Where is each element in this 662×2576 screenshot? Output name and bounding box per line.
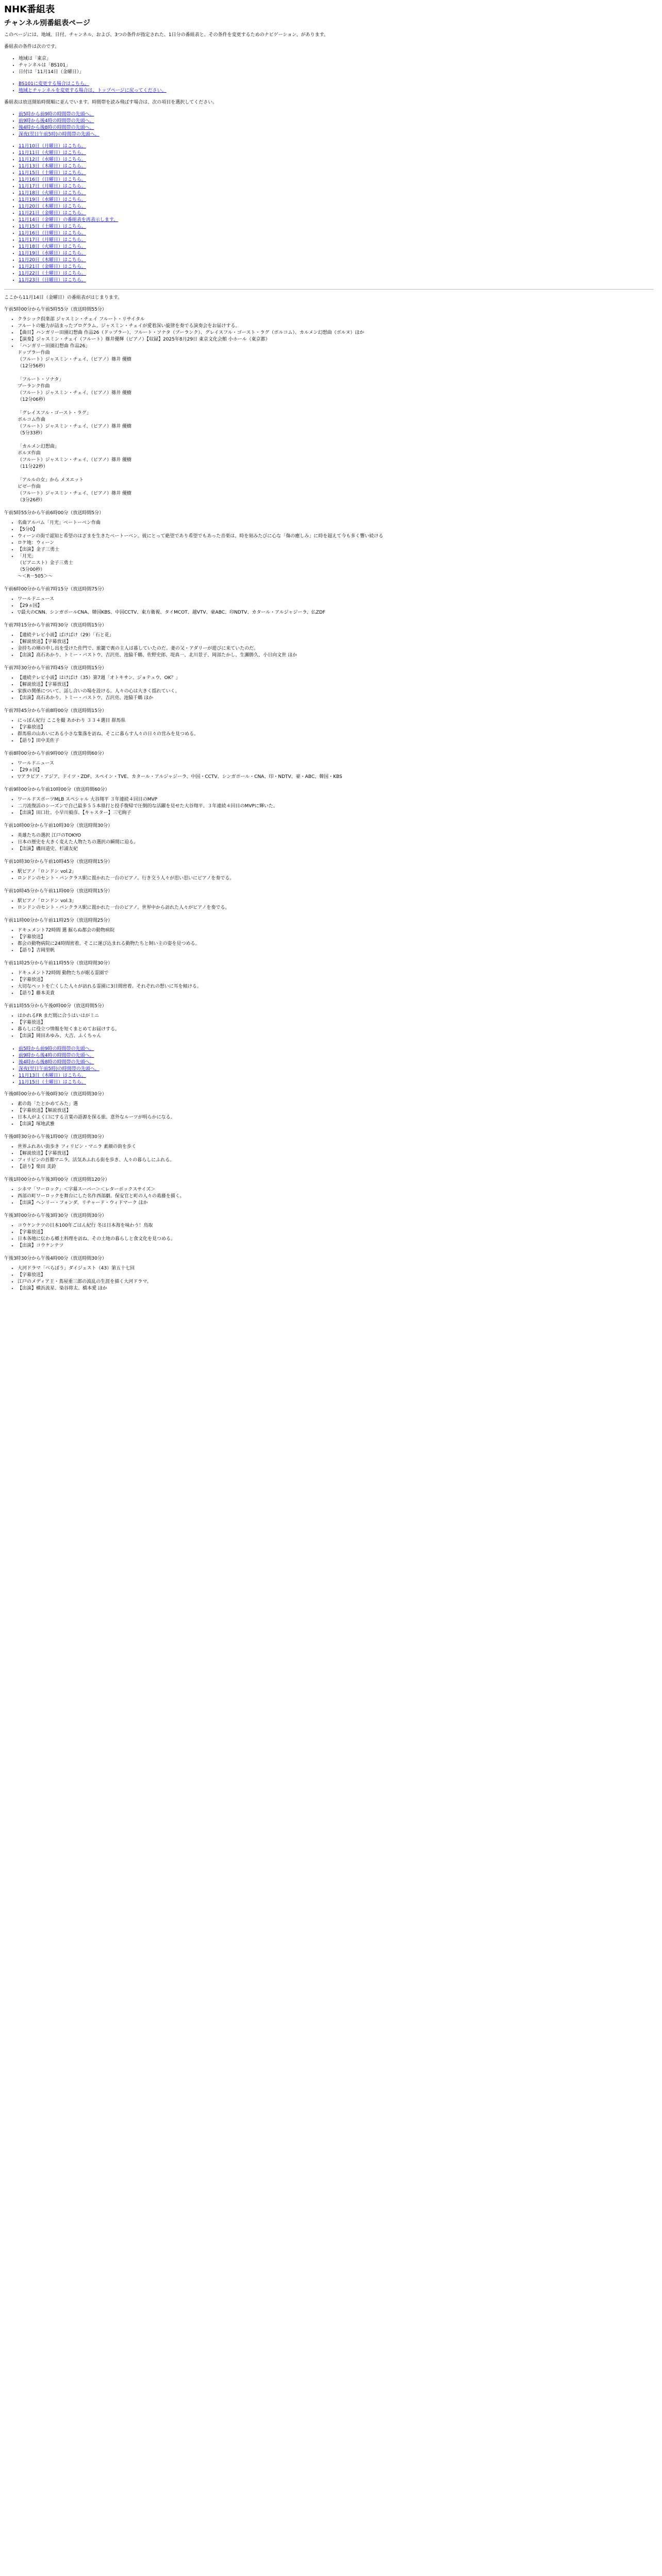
date-nav-item [19, 230, 654, 237]
program-details [4, 898, 654, 911]
change-item [19, 81, 654, 88]
program-time: 午前7時30分から午前7時45分（放送時間15分） [4, 666, 107, 671]
program-line: • 日本人がよく口にする言葉の語源を探る旅。意外なルーツが明らかになる。 [18, 1114, 654, 1121]
program-entry [4, 665, 654, 702]
change-links [4, 81, 654, 94]
date-nav-link[interactable]: 11月15日（土曜日）はこちら。 [19, 171, 86, 176]
program-details [4, 718, 654, 744]
program-line: • 暮らしに役立つ情報を短くまとめてお届けする。 [18, 1026, 654, 1033]
program-time: 午前9時00分から午前10時00分（放送時間60分） [4, 787, 110, 792]
mid-nav-link[interactable]: 後4時から後8時の時間帯の先頭へ。 [19, 1060, 94, 1065]
program-details [4, 796, 654, 817]
program-entry [4, 1177, 654, 1207]
date-nav-link[interactable]: 11月20日（木曜日）はこちら。 [19, 204, 86, 209]
date-nav-item [19, 224, 654, 230]
mid-nav-link[interactable]: 前9時から後4時の時間帯の先頭へ。 [19, 1053, 94, 1058]
program-details [4, 596, 654, 616]
program-time: 午前10時00分から午前10時30分（放送時間30分） [4, 823, 113, 828]
date-nav-item [19, 210, 654, 217]
program-line: • 【連続テレビ小説】はけばけ（35）第7週「オトキサン、ジョテュウ、OK？」 [18, 675, 654, 682]
program-time: 午前10時45分から午前11時00分（放送時間15分） [4, 889, 113, 894]
date-nav-item [19, 183, 654, 190]
program-details [4, 632, 654, 659]
program-line: • シネマ「ワーロック」＜字幕スーパー＞＜レターボックスサイズ＞ [18, 1187, 654, 1193]
date-nav-link[interactable]: 11月17日（月曜日）はこちら。 [19, 184, 86, 189]
date-nav-item [19, 250, 654, 257]
time-nav-link[interactable]: 後4時から後8時の時間帯の先頭へ。 [19, 125, 94, 130]
program-line: • 【字幕放送】 [18, 1272, 654, 1279]
date-nav-item [19, 217, 654, 224]
condition-item: • 地域は「東京」 [19, 56, 654, 62]
program-time: 午後3時30分から午後4時00分（放送時間30分） [4, 1256, 107, 1261]
program-line: • コウケンテツの日本100年ごはん紀行 冬は日本海を味わう！鳥取 [18, 1223, 654, 1229]
date-nav-item [19, 197, 654, 204]
program-list [4, 787, 654, 1040]
program-line: • ▽アラビア・アジア、ドイツ・ZDF、スペイン・TVE、カタール・アルジャジーラ、中国・CCTV、シンガポール・CNA、印・NDTV、豪・ABC、韓国・KBS [18, 774, 654, 781]
program-line: • 【字幕放送】 [18, 724, 654, 731]
program-line: • ロケ地：ウィーン [18, 540, 654, 547]
program-details [4, 1187, 654, 1207]
program-line: • ロンドンのセント・パンクラス駅に置かれた一台のピアノ。行き交う人々が思い思いにピアノを奏でる。 [18, 875, 654, 882]
program-entry [4, 708, 654, 744]
program-line: • 【字幕放送】 [18, 977, 654, 984]
program-line: • ドキュメント72時間 動物たちが眠る霊園で [18, 970, 654, 977]
intro-text: このページには、地域、日付、チャンネル、および、3つの条件が指定された、1日分の番組表と、その条件を変更するためのナビゲーション、があります。 [4, 32, 328, 38]
program-line: • 素の島「たとかめてみた」選 [18, 1101, 654, 1108]
program-line: • フルートの魅力が詰まったプログラム。ジャスミン・チェイが愛着深い旋律を奏でる演奏会をお届けする。 [18, 323, 654, 330]
program-line: • 日本の歴史を大きく変えた人物たちの選択の瞬間に迫る。 [18, 839, 654, 846]
mid-nav-links [4, 1046, 654, 1086]
program-details [4, 833, 654, 853]
time-nav-item [19, 118, 654, 125]
program-entry [4, 960, 654, 997]
mid-nav-item [19, 1053, 654, 1059]
program-line: • 【解説放送】【字幕放送】 [18, 682, 654, 688]
program-line: • ロンドンのセント・パンクラス駅に置かれた一台のピアノ。世界中から訪れた人々がピアノを奏でる。 [18, 905, 654, 911]
time-nav-item [19, 131, 654, 138]
program-details [4, 1101, 654, 1128]
program-details [4, 1223, 654, 1249]
program-details [4, 760, 654, 781]
program-details [4, 1144, 654, 1171]
program-line: • ワールドニュース [18, 760, 654, 767]
condition-item: • チャンネルは「BS101」 [19, 62, 654, 69]
program-line: • 【出演】田口壮、小早川毅彦、【キャスター】三宅絢子 [18, 810, 654, 817]
program-line: • 【解説放送】【字幕放送】 [18, 1150, 654, 1157]
program-line: • 【29ヵ国】 [18, 603, 654, 609]
date-nav-link[interactable]: 11月19日（水曜日）はこちら。 [19, 197, 86, 202]
date-nav-item [19, 244, 654, 250]
date-nav-link[interactable]: 11月14日（金曜日）の番組表を再表示します。 [19, 217, 119, 223]
program-line: • 【語り】藤本美貴 [18, 990, 654, 997]
program-line: • 【字幕放送】【解説放送】 [18, 1108, 654, 1114]
program-line: • 【字幕放送】 [18, 1229, 654, 1236]
program-details [4, 869, 654, 882]
program-time: 午前10時30分から午前10時45分（放送時間15分） [4, 859, 113, 865]
time-nav-link[interactable]: 前5時から前9時の時間帯の先頭へ。 [19, 112, 94, 117]
program-line: • 【出演】コウケンテツ [18, 1243, 654, 1249]
date-nav-link[interactable]: 11月18日（火曜日）はこちら。 [19, 244, 86, 249]
program-line: • 日本各地に伝わる郷土料理を訪ね、その土地の暮らしと食文化を見つめる。 [18, 1236, 654, 1243]
program-entry [4, 622, 654, 659]
date-nav-link[interactable]: 11月11日（火曜日）はこちら。 [19, 150, 86, 156]
program-time: 午後3時00分から午後3時30分（放送時間30分） [4, 1213, 107, 1218]
program-time: 午前6時00分から午前7時15分（放送時間75分） [4, 587, 107, 592]
program-line: • 金持ちの婿の申し出を受けた佐門で、旅籠で喪の主人は暮していたのだ。妻の父・アダリーが遊びに来ていたのだ。 [18, 646, 654, 652]
program-entry [4, 787, 654, 817]
program-line: • にっぽん紀行 ここを撮 あかわり ３３４選目 群馬県 [18, 718, 654, 724]
program-entry [4, 751, 654, 781]
program-line: • 【出演】岡田あゆみ、大吉、ふくちゃん [18, 1033, 654, 1040]
date-nav-item [19, 163, 654, 170]
program-time: 午前8時00分から午前9時00分（放送時間60分） [4, 751, 107, 756]
program-details [4, 316, 654, 504]
date-nav-link[interactable]: 11月21日（金曜日）はこちら。 [19, 211, 86, 216]
program-line: • ワールドスポーツMLB スペシャル 大谷翔平 ３年連続４回目のMVP [18, 796, 654, 803]
program-time: 午後0時00分から午後0時30分（放送時間30分） [4, 1092, 107, 1097]
conditions-label: 番組表の条件は次のです。 [4, 44, 60, 49]
date-nav-link[interactable]: 11月23日（日曜日）はこちら。 [19, 278, 86, 283]
program-line: • 【連続テレビ小説】ばけばけ（29）「石と花」 [18, 632, 654, 639]
mid-nav-item [19, 1079, 654, 1086]
program-line: • ドキュメント72時間 選 掘らぬ都会の動物病院 [18, 927, 654, 934]
program-line: • 【語り】田中美佐子 [18, 738, 654, 744]
time-nav-label: 番組表は放送開始時間順に並んでいます。時間帯を読み飛ばす場合は、次の項目を選択してください。 [4, 100, 218, 105]
program-line: • 【字幕放送】 [18, 934, 654, 941]
program-entry [4, 510, 654, 580]
date-nav-link[interactable]: 11月21日（金曜日）はこちら。 [19, 264, 86, 269]
date-nav-link[interactable]: 11月10日（月曜日）はこちら。 [19, 144, 86, 149]
program-time: 午前11時55分から午後0時00分（放送時間5分） [4, 1004, 107, 1009]
program-line: • 世界ふれあい街歩き フィリピン・マニラ 素顔の街を歩く [18, 1144, 654, 1150]
condition-item: • 日付は「11月14日（金曜日）」 [19, 69, 654, 76]
program-line: • 【字幕放送】 [18, 1020, 654, 1026]
program-line: • 江戸のメディア王・蔦屋重三郎の波乱の生涯を描く大河ドラマ。 [18, 1279, 654, 1285]
date-nav-item [19, 257, 654, 264]
program-time: 午前5時00分から午前5時55分（放送時間55分） [4, 307, 107, 312]
time-nav-item [19, 125, 654, 131]
program-line: • 【出演】横浜流星、染谷将太、橋本愛 ほか [18, 1285, 654, 1292]
date-nav-item [19, 190, 654, 197]
program-line: • 家族の関係について、話し合いの場を設ける。人々の心は大きく揺れていく。 [18, 688, 654, 695]
date-nav-link[interactable]: 11月20日（木曜日）はこちら。 [19, 258, 86, 263]
program-line: • ▽最大のCNN、シンガポールCNA、韓国KBS、中国CCTV、東方衛視、タイMCOT、越VTV、豪ABC、印NDTV、カタール・アルジャジーラ、仏ZDF [18, 609, 654, 616]
program-entry [4, 888, 654, 911]
program-entry [4, 823, 654, 853]
program-details [4, 1013, 654, 1040]
time-nav-item [19, 111, 654, 118]
date-nav-item [19, 170, 654, 177]
program-line: • はかれるFR まだ間に合うはいはがミニ [18, 1013, 654, 1020]
program-line: • 二刀流復活のシーズンで自己最多５５本塁打と投手復帰で圧倒的な活躍を見せた大谷翔平。３年連続４回目のMVPに輝いた。 [18, 803, 654, 810]
program-line: • ワールドニュース [18, 596, 654, 603]
page [0, 0, 654, 1292]
program-line: • 【出演】高石あかり、トミー・バストウ、吉沢亮、池脇千鶴 ほか [18, 695, 654, 702]
date-nav-item [19, 157, 654, 163]
mid-nav-item [19, 1066, 654, 1073]
mid-nav-link[interactable]: 前5時から前9時の時間帯の先頭へ。 [19, 1046, 94, 1052]
mid-nav-link[interactable]: 11月13日（木曜日）はこちら。 [19, 1073, 86, 1078]
program-line: • 【出演】ヘンリー・フォンダ、リチャード・ウィドマーク ほか [18, 1200, 654, 1207]
date-nav-link[interactable]: 11月16日（日曜日）はこちら。 [19, 177, 86, 182]
change-item [19, 88, 654, 94]
date-nav-link[interactable]: 11月13日（木曜日）はこちら。 [19, 164, 86, 169]
date-nav-link[interactable]: 11月12日（水曜日）はこちら。 [19, 157, 86, 162]
date-nav-item [19, 204, 654, 210]
divider [4, 289, 654, 290]
date-nav-links [4, 143, 654, 284]
program-details [4, 1265, 654, 1292]
date-nav-link[interactable]: 11月19日（水曜日）はこちら。 [19, 251, 86, 256]
page-subtitle: チャンネル別番組表ページ [4, 19, 90, 27]
change-link[interactable]: BS101に変更する場合はこちら。 [19, 81, 89, 87]
program-line: • 【出演】塚地武雅 [18, 1121, 654, 1128]
program-line: • 駅ピアノ「ロンドン vol.2」 [18, 869, 654, 875]
program-entry [4, 307, 654, 504]
mid-nav-link[interactable]: 11月15日（土曜日）はこちら。 [19, 1080, 86, 1085]
list-start-text: ここから11月14日（金曜日）の番組表がはじまります。 [4, 295, 123, 300]
program-details [4, 927, 654, 954]
program-line: • クラシック倶楽部 ジャスミン・チェイ フルート・リサイタル [18, 316, 654, 323]
time-nav-link[interactable]: 深夜(翌日午前5時)の時間帯の先頭へ。 [19, 132, 100, 137]
program-line: • 【5分0】 [18, 527, 654, 533]
program-tracklist: • 「ハンガリー田園幻想曲 作品26」 ドップラー作曲 （フルート）ジャスミン・チェイ、（ピアノ）篠井 優樹 （12分56秒） 「フルート・ソナタ」 プーランク作曲 （フルート）ジャスミン・チェイ、（ピアノ）篠井 優樹 （12分06秒） 「グレイスフル・ゴースト・ラグ」 ボルコム作曲 （フルート）ジャスミン・チェイ、（ピアノ）篠井 優樹 （5分33秒） 「カルメン幻想曲」 ボルヌ作曲 （フルート）ジャスミン・チェイ、（ピアノ）篠井 優樹 （11分22秒） 「アルルの女」から メヌエット ビゼー作曲 （フルート）ジャスミン・チェイ、（ピアノ）篠井 優樹 （3分26秒） [18, 343, 654, 504]
program-line: • 大河ドラマ「べらぼう」ダイジェスト（43）第五十七回 [18, 1265, 654, 1272]
program-time: 午後1時00分から午後3時00分（放送時間120分） [4, 1177, 110, 1182]
mid-nav-item [19, 1059, 654, 1066]
time-nav-link[interactable]: 前9時から後4時の時間帯の先頭へ。 [19, 118, 94, 124]
page-title: NHK番組表 [4, 4, 55, 15]
date-nav-item [19, 237, 654, 244]
date-nav-link[interactable]: 11月17日（月曜日）はこちら。 [19, 238, 86, 243]
program-line: • 【出演】高石あかり、トミー・バストウ、吉沢亮、池脇千鶴、佐野史郎、堤真一、北川景子、岡部たかし、生瀬勝久、小日向文世 ほか [18, 652, 654, 659]
program-line: • 【演奏】ジャスミン・チェイ（フルート）篠井優輝（ピアノ）【収録】2025年8月29日 東京文化会館 小ホール（東京都） [18, 336, 654, 343]
program-line: • 大切なペットを亡くした人々が訪れる霊園に3日間密着。それぞれの想いに耳を傾ける。 [18, 984, 654, 990]
program-entry [4, 1134, 654, 1171]
program-entry [4, 1256, 654, 1292]
date-nav-link[interactable]: 11月15日（土曜日）はこちら。 [19, 224, 86, 229]
program-line: • 西部の町ワーロックを舞台にした名作西部劇。保安官と町の人々の葛藤を描く。 [18, 1193, 654, 1200]
program-entry [4, 859, 654, 882]
program-details [4, 675, 654, 702]
program-line: • 【曲目】ハンガリー田園幻想曲 作品26（ドップラー）、フルート・ソナタ（プーランク）、グレイスフル・ゴースト・ラグ（ボルコム）、カルメン幻想曲（ボルヌ）ほか [18, 330, 654, 336]
program-line: • 【語り】柴田 美鈴 [18, 1164, 654, 1171]
program-entry [4, 1091, 654, 1128]
conditions-list [4, 56, 654, 76]
change-link[interactable]: 地域とチャンネルを変更する場合は、トップページに戻ってください。 [19, 88, 167, 93]
program-line: • ウィーンの街で認知と希望のはざまを生きたベートーベン。彼にとって絶望であり希望でもあった音楽は、時を刻みたびに心な「傷の癒しみ」に時を超えて今も多く響い続ける [18, 533, 654, 540]
program-list [4, 1091, 654, 1292]
program-entry [4, 1213, 654, 1249]
date-nav-link[interactable]: 11月18日（火曜日）はこちら。 [19, 191, 86, 196]
date-nav-link[interactable]: 11月22日（土曜日）はこちら。 [19, 271, 86, 276]
program-entry [4, 918, 654, 954]
date-nav-item [19, 177, 654, 183]
program-line: • 【解説放送】【字幕放送】 [18, 639, 654, 646]
program-line: • 駅ピアノ「ロンドン vol.3」 [18, 898, 654, 905]
mid-nav-item [19, 1073, 654, 1079]
program-line: • 英雄たちの選択 江戸のTOKYO [18, 833, 654, 839]
program-entry [4, 586, 654, 616]
program-line: • 【29ヵ国】 [18, 767, 654, 774]
program-time: 午前11時00分から午前11時25分（放送時間25分） [4, 918, 113, 923]
program-line: • 都会の動物病院に24時間密着。そこに運び込まれる動物たちと飼い主の姿を見つめる。 [18, 941, 654, 947]
time-nav-links [4, 111, 654, 138]
program-time: 午前7時15分から午前7時30分（放送時間15分） [4, 623, 107, 628]
program-line: • 【出演】金子三勇士 [18, 547, 654, 553]
program-time: 午前5時55分から午前6時00分（放送時間5分） [4, 511, 104, 516]
program-details [4, 520, 654, 580]
program-tracklist: • 「月光」 （ピアニスト）金子三勇士 （5分00秒） ～＜R－505＞～ [18, 553, 654, 580]
program-line: • 【出演】磯田道史、杉浦友紀 [18, 846, 654, 853]
program-line: • フィリピンの首都マニラ。活気あふれる街を歩き、人々の暮らしにふれる。 [18, 1157, 654, 1164]
program-time: 午前11時25分から午前11時55分（放送時間30分） [4, 961, 113, 966]
date-nav-item [19, 150, 654, 157]
date-nav-link[interactable]: 11月16日（日曜日）はこちら。 [19, 231, 86, 236]
program-list [4, 307, 654, 781]
date-nav-item [19, 270, 654, 277]
program-entry [4, 1003, 654, 1040]
program-time: 午前7時45分から午前8時00分（放送時間15分） [4, 708, 107, 714]
program-line: • 群馬県の山あいにある小さな集落を訪ね、そこに暮らす人々の日々の営みを見つめる。 [18, 731, 654, 738]
mid-nav-link[interactable]: 深夜(翌日午前5時)の時間帯の先頭へ。 [19, 1066, 100, 1072]
program-line: • 名曲アルバム「月光」ベートーベン作曲 [18, 520, 654, 527]
mid-nav-item [19, 1046, 654, 1053]
date-nav-item [19, 277, 654, 284]
program-line: • 【語り】吉岡里帆 [18, 947, 654, 954]
date-nav-item [19, 143, 654, 150]
program-time: 午後0時30分から午後1時00分（放送時間30分） [4, 1134, 107, 1140]
date-nav-item [19, 264, 654, 270]
program-details [4, 970, 654, 997]
